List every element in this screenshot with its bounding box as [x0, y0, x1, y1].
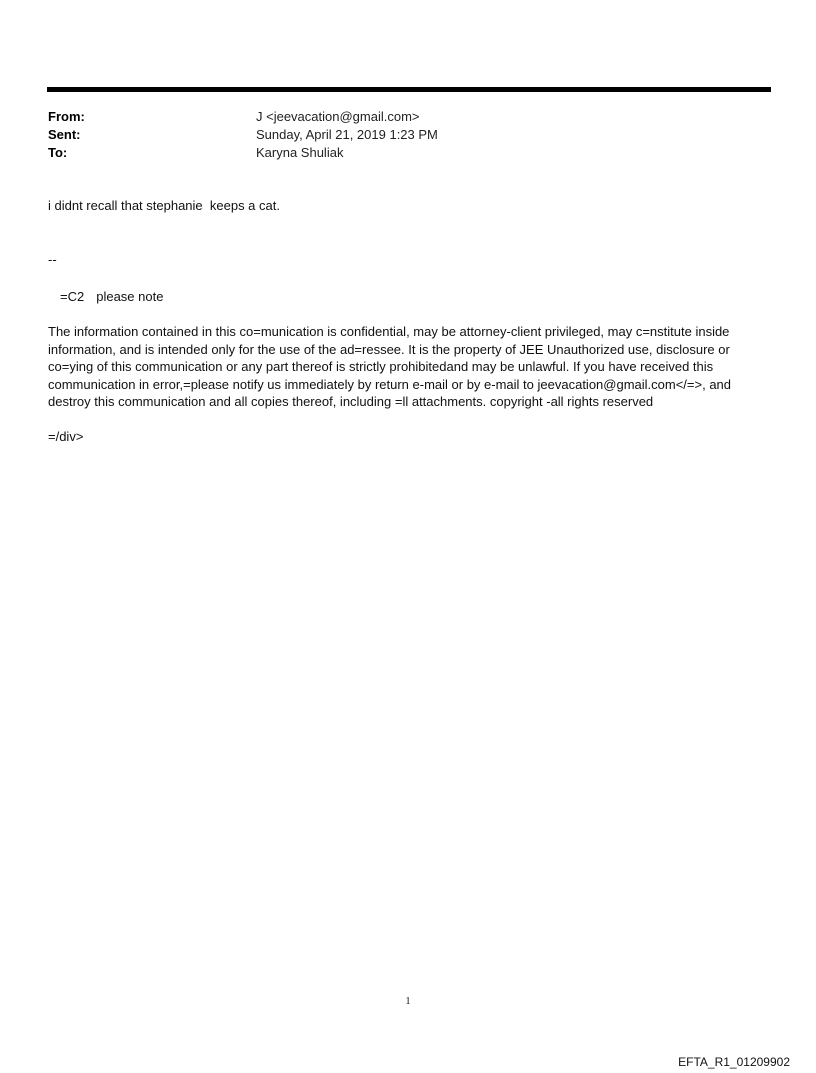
note-code: =C2 — [60, 289, 85, 304]
message-body: i didnt recall that stephanie keeps a cat. — [48, 198, 280, 213]
to-value: Karyna Shuliak — [256, 145, 344, 160]
email-header — [48, 108, 748, 162]
note-text: please note — [96, 289, 164, 304]
sent-label: Sent: — [48, 127, 81, 142]
header-divider — [47, 87, 771, 92]
to-row — [48, 144, 748, 162]
from-value: J <jeevacation@gmail.com> — [256, 109, 420, 124]
bates-number: EFTA_R1_01209902 — [678, 1055, 790, 1069]
note-line — [60, 288, 785, 306]
closing-tag: =/div> — [48, 429, 84, 444]
signature-separator: -- — [48, 252, 57, 267]
from-label: From: — [48, 109, 85, 124]
from-row — [48, 108, 748, 126]
confidentiality-disclaimer: The information contained in this co=munication is confidential, may be attorney-client privileged, may c=nstitute inside information, and is intended only for the use of the ad=ressee. It is the property of JEE Unauthorized use, disclosure or co=ying of this communication or any part thereof is strictly prohibitedand may be unlawful. If you have received this communication in error,=please notify us immediately by return e-mail or by e-mail to jeevacation@gmail.com</=>, and destroy this communication and all copies thereof, including =ll attachments. copyright -all rights reserved — [48, 324, 732, 409]
sent-value: Sunday, April 21, 2019 1:23 PM — [256, 127, 438, 142]
sent-row — [48, 126, 748, 144]
page-number: 1 — [405, 995, 411, 1007]
to-label: To: — [48, 145, 68, 160]
